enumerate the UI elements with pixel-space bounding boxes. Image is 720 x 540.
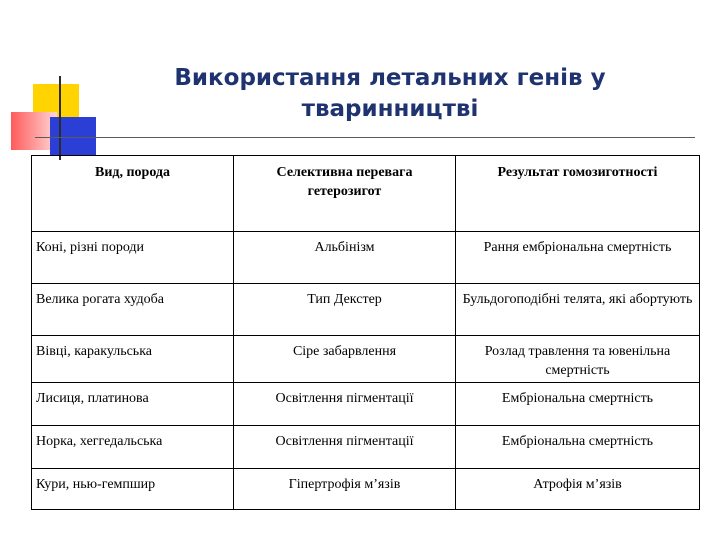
decor-blue-square — [50, 117, 96, 155]
cell-species: Коні, різні породи — [32, 232, 234, 284]
slide-title-line-2: тваринництві — [301, 96, 479, 122]
cell-advantage: Тип Декстер — [234, 284, 456, 336]
slide-title — [130, 63, 650, 125]
decor-vertical-line — [59, 76, 61, 160]
cell-result: Розлад травлення та ювенільна смертність — [456, 336, 700, 383]
cell-species: Вівці, каракульська — [32, 336, 234, 383]
table-row — [32, 469, 700, 510]
cell-species: Кури, нью-гемпшир — [32, 469, 234, 510]
cell-result: Ембріональна смертність — [456, 426, 700, 469]
cell-result: Бульдогоподібні телята, які абортують — [456, 284, 700, 336]
cell-advantage: Альбінізм — [234, 232, 456, 284]
table-row — [32, 426, 700, 469]
cell-result: Атрофія м’язів — [456, 469, 700, 510]
cell-result: Рання ембріональна смертність — [456, 232, 700, 284]
header-homozygote-result: Результат гомозиготності — [456, 156, 700, 232]
slide-title-line-1: Використання летальних генів у — [174, 65, 606, 91]
cell-advantage: Сіре забарвлення — [234, 336, 456, 383]
cell-advantage: Освітлення пігментації — [234, 426, 456, 469]
decor-horizontal-line — [35, 137, 695, 138]
header-heterozygote-advantage: Селективна перевага гетерозигот — [234, 156, 456, 232]
cell-advantage: Освітлення пігментації — [234, 383, 456, 426]
table-row — [32, 383, 700, 426]
cell-advantage: Гіпертрофія м’язів — [234, 469, 456, 510]
cell-result: Ембріональна смертність — [456, 383, 700, 426]
table-header-row — [32, 156, 700, 232]
table-row — [32, 336, 700, 383]
header-species: Вид, порода — [32, 156, 234, 232]
table-row — [32, 232, 700, 284]
cell-species: Лисиця, платинова — [32, 383, 234, 426]
cell-species: Велика рогата худоба — [32, 284, 234, 336]
cell-species: Норка, хеггедальська — [32, 426, 234, 469]
lethal-genes-table — [31, 155, 700, 510]
table-row — [32, 284, 700, 336]
